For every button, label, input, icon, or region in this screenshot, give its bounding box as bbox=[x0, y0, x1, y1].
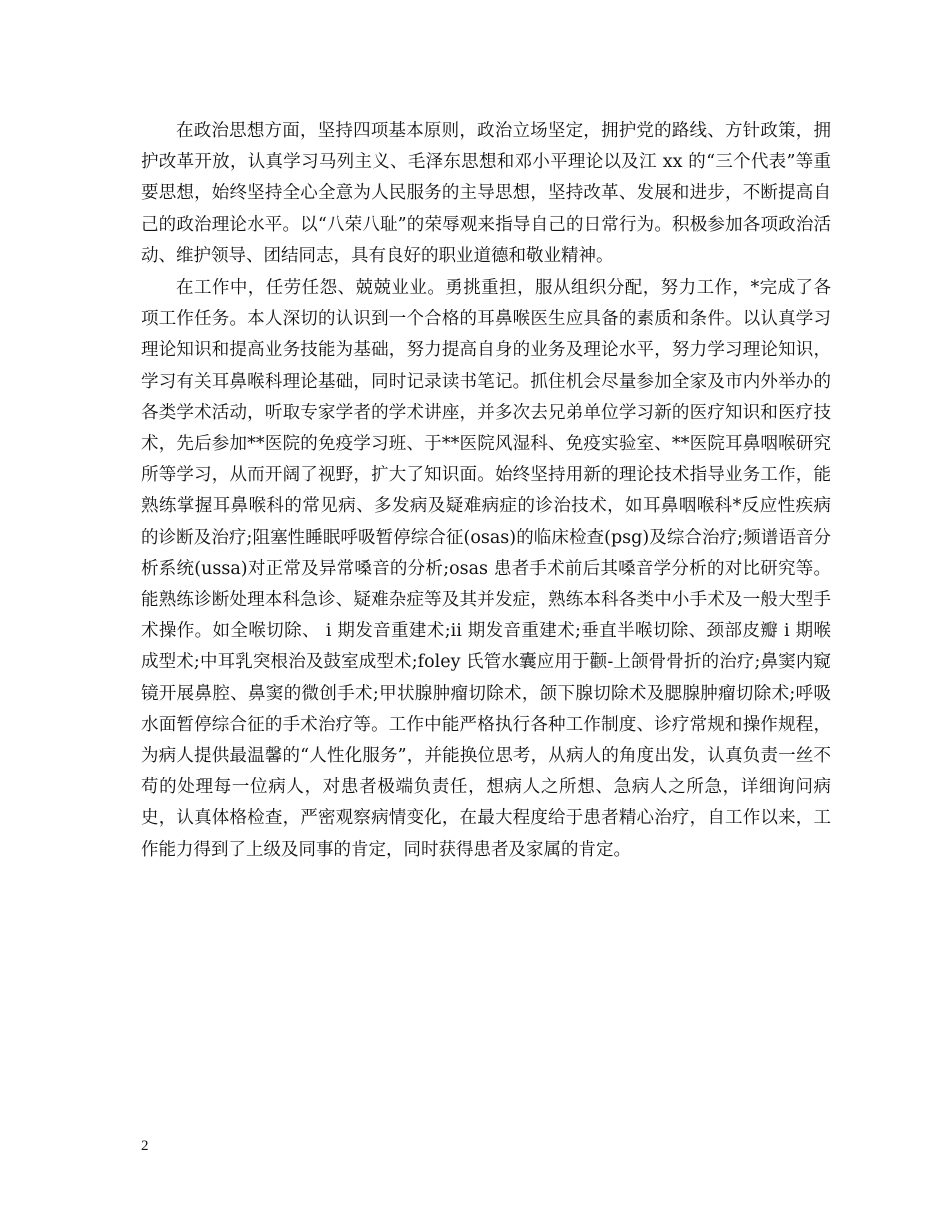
paragraph-political-thought: 在政治思想方面，坚持四项基本原则，政治立场坚定，拥护党的路线、方针政策，拥护改革开放，认真学习马列主义、毛泽东思想和邓小平理论以及江 xx 的“三个代表”等重要思想，始终坚持全心全意为人民服务的主导思想，坚持改革、发展和进步，不断提高自己的政治理论水平。以“八荣八耻”的荣辱观来指导自己的日常行为。积极参加各项政治活动、维护领导、团结同志，具有良好的职业道德和敬业精神。 bbox=[141, 121, 831, 266]
paragraph-work-performance: 在工作中，任劳任怨、兢兢业业。勇挑重担，服从组织分配，努力工作，*完成了各项工作任务。本人深切的认识到一个合格的耳鼻喉医生应具备的素质和条件。以认真学习理论知识和提高业务技能为基础，努力提高自身的业务及理论水平，努力学习理论知识，学习有关耳鼻喉科理论基础，同时记录读书笔记。抓住机会尽量参加全家及市内外举办的各类学术活动，听取专家学者的学术讲座，并多次去兄弟单位学习新的医疗知识和医疗技术，先后参加**医院的免疫学习班、于**医院风湿科、免疫实验室、**医院耳鼻咽喉研究所等学习，从而开阔了视野，扩大了知识面。始终坚持用新的理论技术指导业务工作，能熟练掌握耳鼻喉科的常见病、多发病及疑难病症的诊治技术，如耳鼻咽喉科*反应性疾病的诊断及治疗;阻塞性睡眠呼吸暂停综合征(osas)的临床检查(psg)及综合治疗;频谱语音分析系统(ussa)对正常及异常嗓音的分析;osas 患者手术前后其嗓音学分析的对比研究等。能熟练诊断处理本科急诊、疑难杂症等及其并发症，熟练本科各类中小手术及一般大型手术操作。如全喉切除、 i 期发音重建术;ii 期发音重建术;垂直半喉切除、颈部皮瓣 i 期喉成型术;中耳乳突根治及鼓室成型术;foley 氏管水囊应用于颧-上颌骨骨折的治疗;鼻窦内窥镜开展鼻腔、鼻窦的微创手术;甲状腺肿瘤切除术，颌下腺切除术及腮腺肿瘤切除术;呼吸水面暂停综合征的手术治疗等。工作中能严格执行各种工作制度、诊疗常规和操作规程，为病人提供最温馨的“人性化服务”，并能换位思考，从病人的角度出发，认真负责一丝不苟的处理每一位病人，对患者极端负责任，想病人之所想、急病人之所急，详细询问病史，认真体格检查，严密观察病情变化，在最大程度给于患者精心治疗，自工作以来，工作能力得到了上级及同事的肯定，同时获得患者及家属的肯定。 bbox=[141, 278, 831, 860]
document-body bbox=[141, 116, 831, 867]
page-number: 2 bbox=[141, 1138, 149, 1154]
